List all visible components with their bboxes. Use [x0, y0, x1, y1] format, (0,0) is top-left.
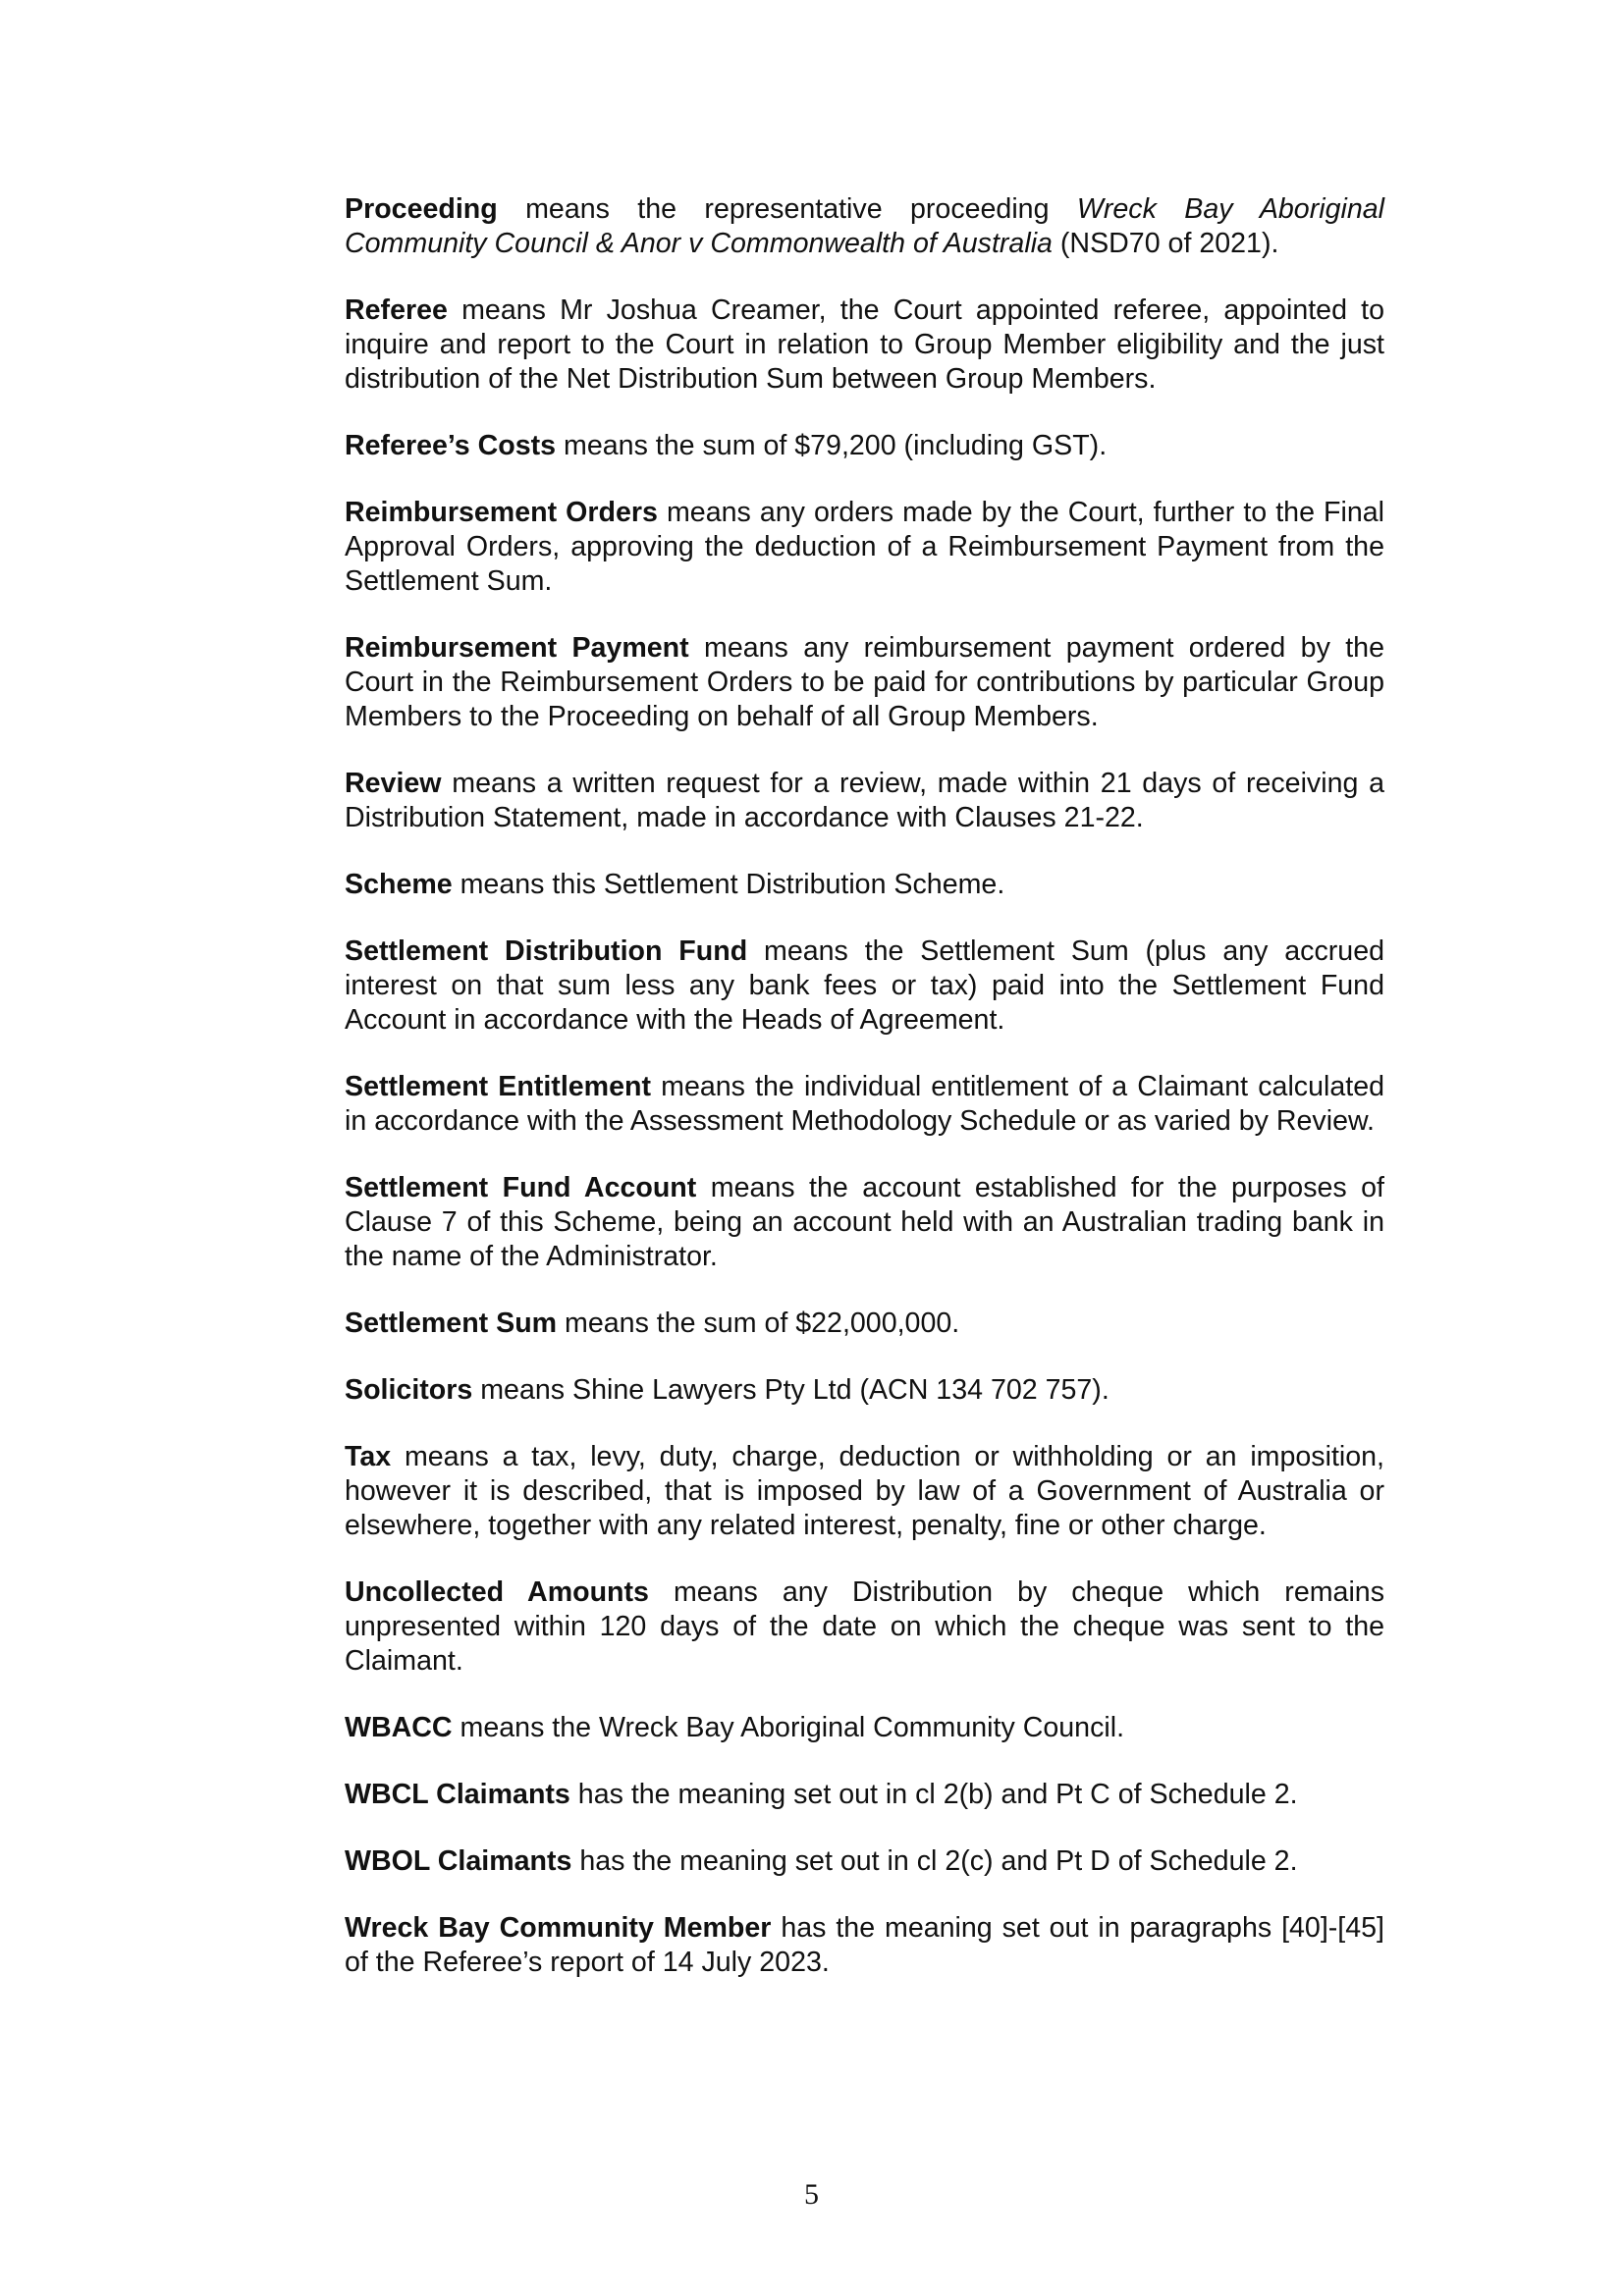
definition-reimbursement-payment	[345, 631, 1384, 734]
definition-text: means the sum of $22,000,000.	[557, 1308, 960, 1339]
definition-reimbursement-orders	[345, 496, 1384, 599]
defined-term: Reimbursement Payment	[345, 632, 689, 664]
defined-term: Reimbursement Orders	[345, 497, 658, 528]
definition-text: means this Settlement Distribution Scheme.	[452, 869, 1005, 900]
defined-term: WBCL Claimants	[345, 1779, 570, 1810]
definition-uncollected-amounts	[345, 1575, 1384, 1679]
definitions-list	[345, 192, 1384, 2012]
definition-settlement-sum	[345, 1307, 1384, 1341]
defined-term: Uncollected Amounts	[345, 1576, 649, 1608]
defined-term: Wreck Bay Community Member	[345, 1912, 772, 1944]
definition-text: means any Distribution by cheque which remains unpresented within 120 days of the date on which the cheque was sent to the Claimant.	[345, 1576, 1384, 1677]
defined-term: Referee	[345, 294, 448, 326]
definition-text: means Shine Lawyers Pty Ltd (ACN 134 702 757).	[472, 1374, 1109, 1406]
definition-text: means a tax, levy, duty, charge, deduction or withholding or an imposition, however it is described, that is imposed by law of a Government of Australia or elsewhere, together with any related interest, penalty, fine or other charge.	[345, 1441, 1384, 1541]
definition-review	[345, 767, 1384, 835]
definition-wbacc	[345, 1711, 1384, 1745]
defined-term: Settlement Fund Account	[345, 1172, 697, 1203]
defined-term: Solicitors	[345, 1374, 473, 1406]
definition-text: means the account established for the purposes of Clause 7 of this Scheme, being an account held with an Australian trading bank in the name of the Administrator.	[345, 1172, 1384, 1272]
definition-text: means the representative proceeding	[497, 193, 1077, 225]
defined-term: Settlement Distribution Fund	[345, 935, 748, 967]
defined-term: WBACC	[345, 1712, 453, 1743]
definition-referee	[345, 294, 1384, 397]
definition-text: means any reimbursement payment ordered by the Court in the Reimbursement Orders to be paid for contributions by particular Group Members to the Proceeding on behalf of all Group Members.	[345, 632, 1384, 732]
definition-wbol-claimants	[345, 1844, 1384, 1879]
definition-text: has the meaning set out in paragraphs [40]-[45] of the Referee’s report of 14 July 2023.	[345, 1912, 1384, 1978]
case-name: Wreck Bay Aboriginal Community Council & Anor v Commonwealth of Australia	[345, 193, 1384, 259]
definition-scheme	[345, 868, 1384, 902]
definition-settlement-entitlement	[345, 1070, 1384, 1139]
definition-text: (NSD70 of 2021).	[1052, 228, 1279, 259]
definition-text: means the Wreck Bay Aboriginal Community Council.	[452, 1712, 1125, 1743]
defined-term: Scheme	[345, 869, 453, 900]
definition-settlement-distribution-fund	[345, 934, 1384, 1038]
defined-term: Review	[345, 768, 442, 799]
definition-text: means the Settlement Sum (plus any accrued interest on that sum less any bank fees or tax) paid into the Settlement Fund Account in accordance with the Heads of Agreement.	[345, 935, 1384, 1036]
definition-solicitors	[345, 1373, 1384, 1408]
definition-settlement-fund-account	[345, 1171, 1384, 1274]
defined-term: Proceeding	[345, 193, 498, 225]
definition-text: means any orders made by the Court, further to the Final Approval Orders, approving the deduction of a Reimbursement Payment from the Settlement Sum.	[345, 497, 1384, 597]
definition-text: means the sum of $79,200 (including GST).	[556, 430, 1108, 461]
defined-term: Referee’s Costs	[345, 430, 557, 461]
definition-tax	[345, 1440, 1384, 1543]
definition-text: means the individual entitlement of a Claimant calculated in accordance with the Assessment Methodology Schedule or as varied by Review.	[345, 1071, 1385, 1137]
definition-text: means a written request for a review, made within 21 days of receiving a Distribution Statement, made in accordance with Clauses 21-22.	[345, 768, 1384, 833]
definition-text: means Mr Joshua Creamer, the Court appointed referee, appointed to inquire and report to the Court in relation to Group Member eligibility and the just distribution of the Net Distribution Sum between Group Members.	[345, 294, 1384, 395]
defined-term: Settlement Entitlement	[345, 1071, 651, 1102]
defined-term: WBOL Claimants	[345, 1845, 572, 1877]
definition-text: has the meaning set out in cl 2(b) and Pt C of Schedule 2.	[569, 1779, 1298, 1810]
page-number: 5	[804, 2178, 819, 2211]
definition-proceeding	[345, 192, 1384, 261]
defined-term: Settlement Sum	[345, 1308, 558, 1339]
definition-wbcl-claimants	[345, 1778, 1384, 1812]
definition-wreck-bay-community-member	[345, 1911, 1384, 1980]
definition-referees-costs	[345, 429, 1384, 463]
defined-term: Tax	[345, 1441, 392, 1472]
definition-text: has the meaning set out in cl 2(c) and Pt D of Schedule 2.	[571, 1845, 1298, 1877]
